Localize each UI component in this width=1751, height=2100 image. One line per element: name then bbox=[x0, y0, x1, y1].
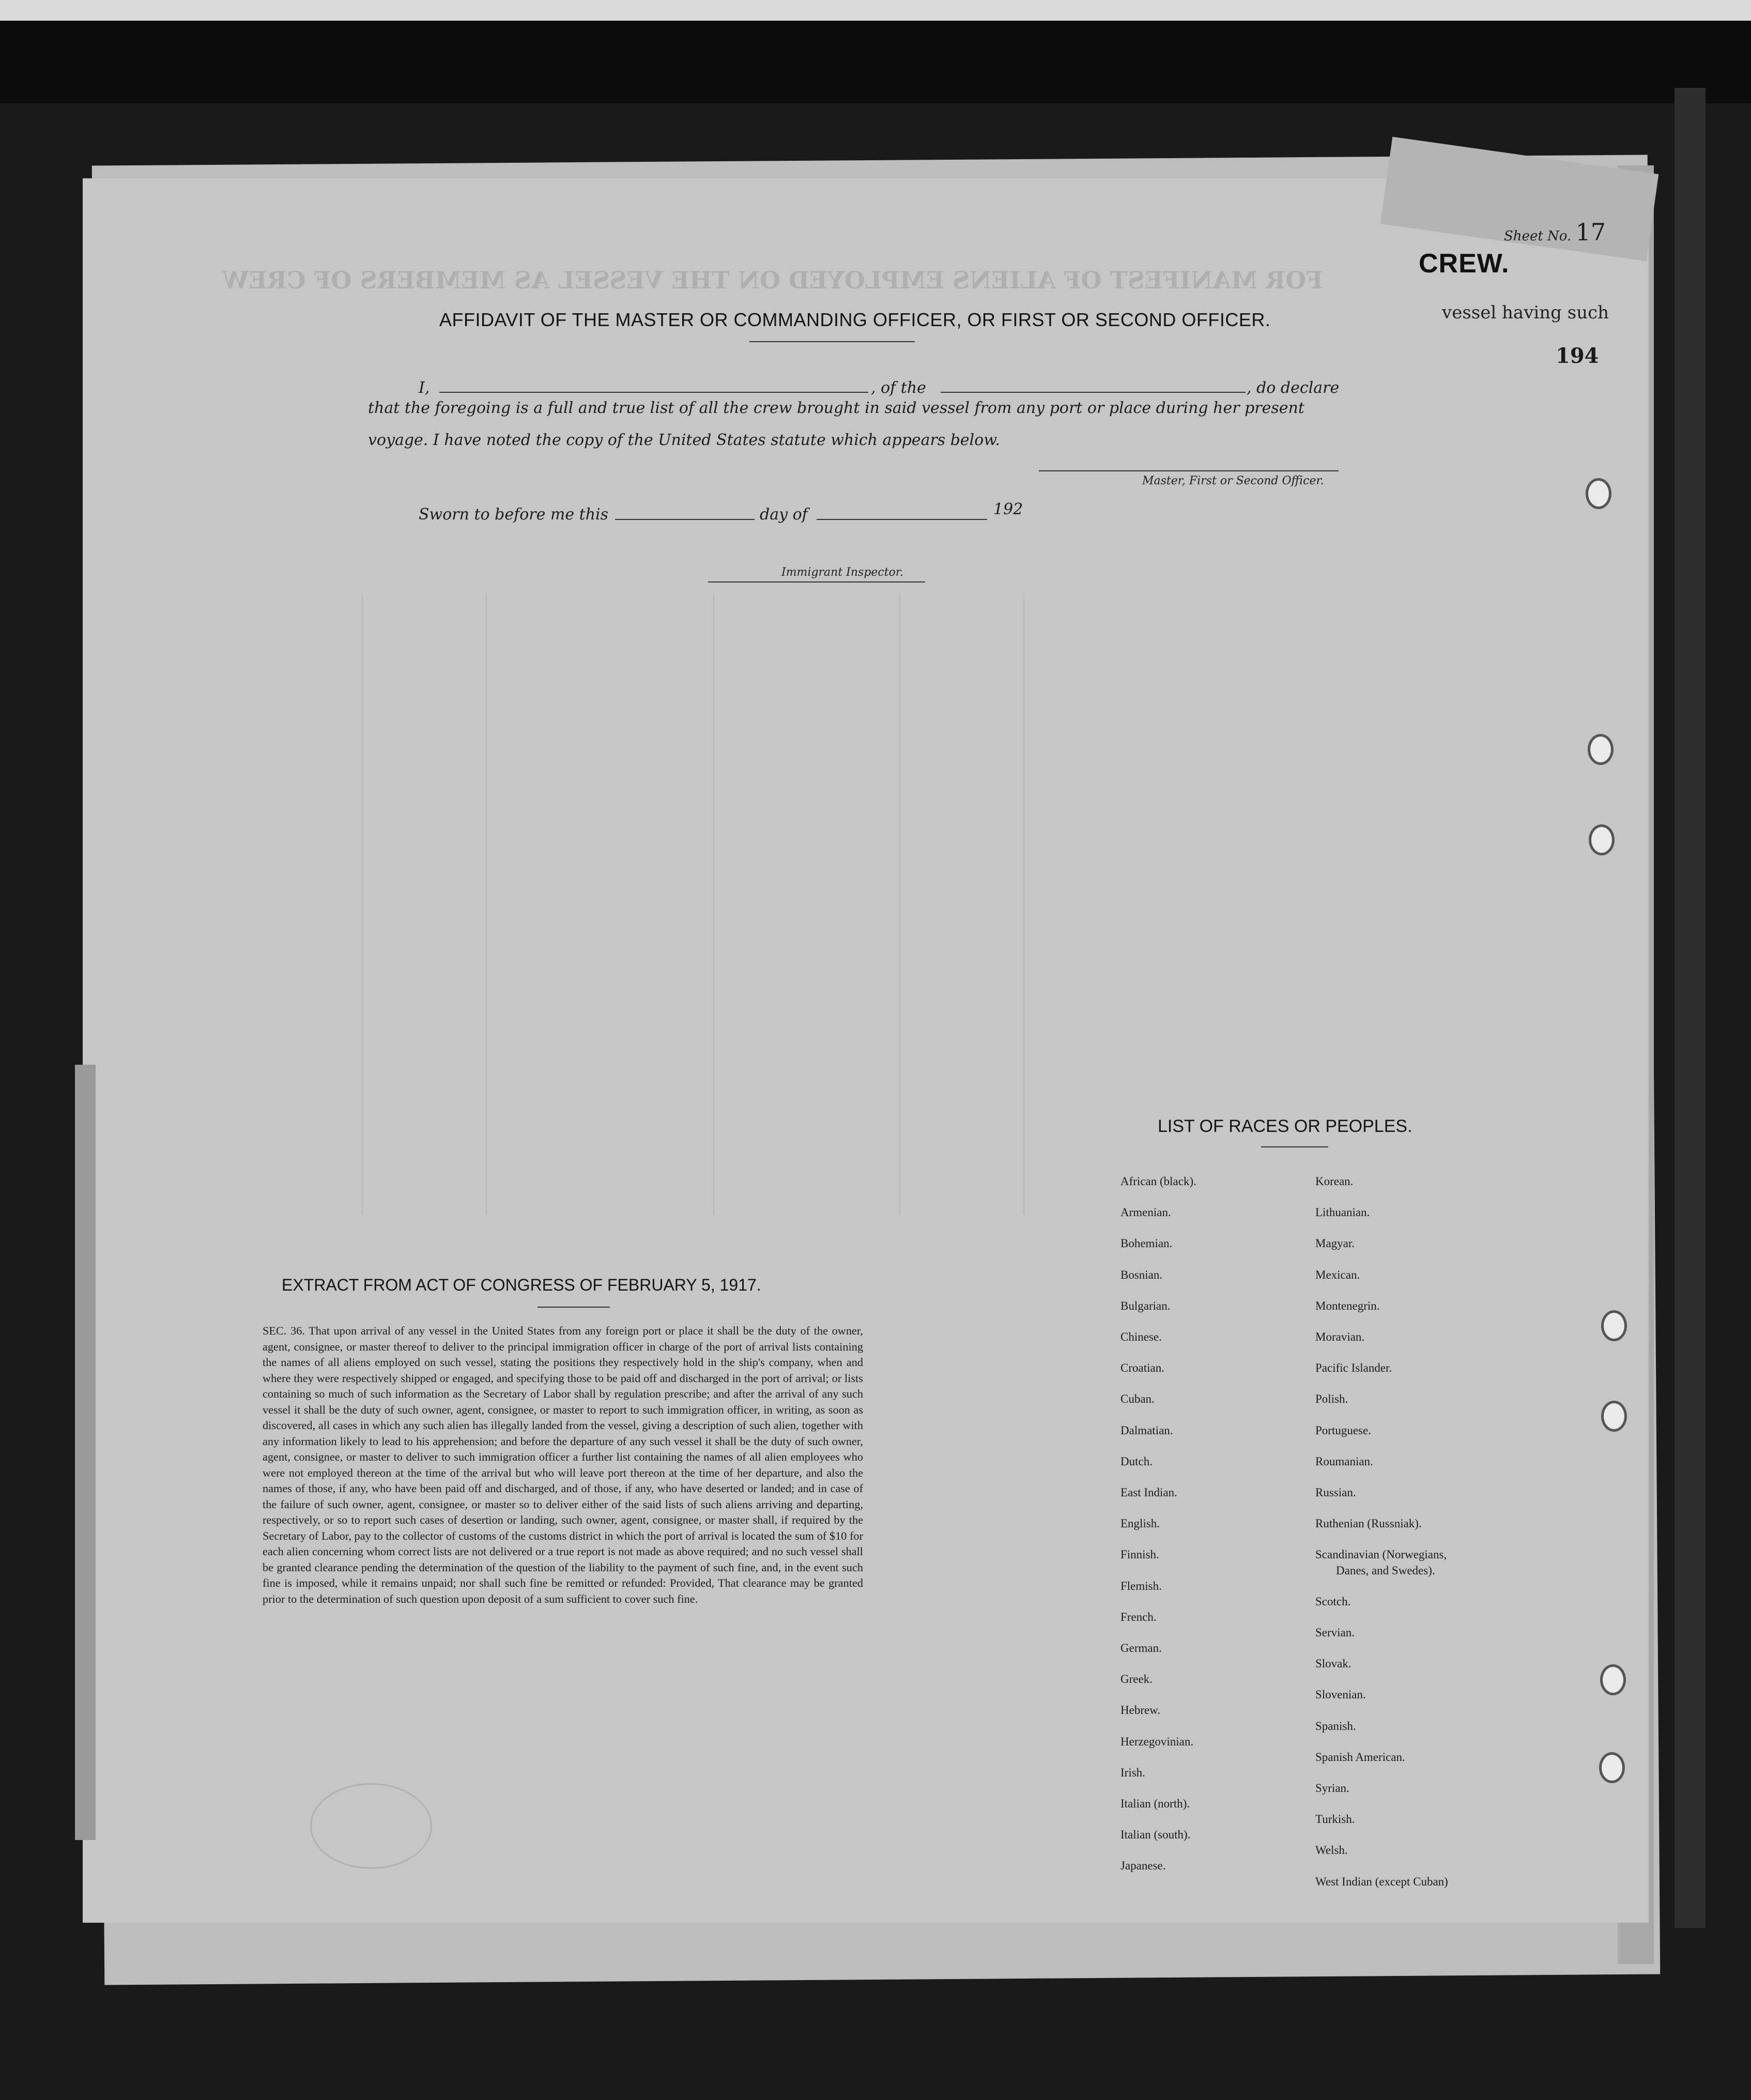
race-entry: West Indian (except Cuban) bbox=[1315, 1875, 1448, 1888]
extract-underline bbox=[537, 1307, 610, 1308]
master-signature-line bbox=[1039, 470, 1339, 471]
sworn-year: 192 bbox=[993, 500, 1023, 518]
race-entry: Servian. bbox=[1315, 1626, 1355, 1639]
race-entry: Hebrew. bbox=[1120, 1704, 1161, 1717]
punch-hole bbox=[1588, 734, 1614, 765]
race-entry: Italian (south). bbox=[1120, 1828, 1191, 1842]
punch-hole bbox=[1599, 1752, 1625, 1783]
race-entry: Chinese. bbox=[1120, 1330, 1162, 1343]
race-entry: German. bbox=[1120, 1642, 1162, 1654]
race-entry: Dalmatian. bbox=[1120, 1423, 1173, 1437]
race-entry: French. bbox=[1120, 1610, 1157, 1623]
punch-hole bbox=[1600, 1664, 1626, 1695]
race-entry: Bosnian. bbox=[1120, 1268, 1163, 1281]
page-number: 194 bbox=[1556, 344, 1599, 368]
race-entry: Danes, and Swedes). bbox=[1336, 1563, 1435, 1577]
race-entry: English. bbox=[1120, 1517, 1160, 1530]
race-entry: Portuguese. bbox=[1315, 1423, 1371, 1437]
inspector-label: Immigrant Inspector. bbox=[781, 566, 903, 579]
race-entry: Irish. bbox=[1120, 1766, 1145, 1779]
race-entry: East Indian. bbox=[1120, 1486, 1177, 1499]
race-entry: Magyar. bbox=[1315, 1237, 1355, 1250]
race-entry: Bohemian. bbox=[1120, 1237, 1173, 1250]
affidavit-line-3: voyage. I have noted the copy of the United States statute which appears below. bbox=[368, 431, 1000, 449]
race-entry: Pacific Islander. bbox=[1315, 1361, 1392, 1375]
vessel-text-fragment: vessel having such bbox=[1442, 302, 1609, 323]
ghost-column-rule bbox=[1023, 594, 1024, 1215]
sheet-number-value: 17 bbox=[1575, 218, 1606, 246]
race-entry: Croatian. bbox=[1120, 1361, 1164, 1375]
race-entry: Scotch. bbox=[1315, 1595, 1351, 1608]
race-entry: Spanish American. bbox=[1315, 1750, 1405, 1764]
race-entry: Herzegovinian. bbox=[1120, 1735, 1194, 1748]
binder-edge bbox=[1675, 88, 1706, 1928]
race-entry: Dutch. bbox=[1120, 1454, 1153, 1468]
extract-title: EXTRACT FROM ACT OF CONGRESS OF FEBRUARY 5, 1917. bbox=[282, 1276, 761, 1294]
ghost-column-rule bbox=[713, 594, 714, 1215]
race-entry: Greek. bbox=[1120, 1673, 1153, 1686]
race-entry: Japanese. bbox=[1120, 1859, 1166, 1873]
race-entry: Ruthenian (Russniak). bbox=[1315, 1517, 1422, 1530]
race-entry: Flemish. bbox=[1120, 1579, 1162, 1592]
bleed-through-text: FOR MANIFEST OF ALIENS EMPLOYED ON THE VESSEL AS MEMBERS OF CREW bbox=[222, 266, 1323, 294]
race-entry: African (black). bbox=[1120, 1175, 1196, 1188]
extract-body: SEC. 36. That upon arrival of any vessel in the United States from any foreign port or place it shall be the duty of the owner, agent, consignee, or master thereof to deliver to the principal immigration officer in charge of the port of arrival lists containing the names of all aliens employed on such vessel, stating the positions they respectively hold in the ship's company, when and where they were respectively shipped or engaged, and specifying those to be paid off and discharged in the port of arrival; or lists containing so much of such information as the Secretary of Labor shall by regulation prescribe; and after the arrival of any such vessel it shall be the duty of such owner, agent, consignee, or master to report to such immigration officer, in writing, as soon as discovered, all cases in which any such alien has illegally landed from the vessel, giving a description of such alien, together with any information likely to lead to his apprehension; and before the departure of any such vessel it shall be the duty of such owner, agent, consignee, or master to deliver to such immigration officer a further list containing the names of all alien employees who were not employed thereon at the time of the arrival but who will leave port thereon at the time of her departure, and also the names of those, if any, who have been paid off and discharged, and of those, if any, who have deserted or landed; and in case of the failure of such owner, agent, consignee, or master so to deliver either of the said lists of such aliens arriving and departing, respectively, or so to report such cases of desertion or landing, such owner, agent, consignee, or master shall, if required by the Secretary of Labor, pay to the collector of customs of the customs district in which the port of arrival is located the sum of $10 for each alien concerning whom correct lists are not delivered or a true report is not made as above required; and no such vessel shall be granted clearance pending the determination of the question of the liability to the payment of such fine, and, in the event such fine is imposed, while it remains unpaid; nor shall such fine be remitted or refunded: Provided, That clearance may be granted prior to the determination of such question upon deposit of a sum sufficient to cover such fine. bbox=[263, 1324, 863, 1605]
race-entry: Slovak. bbox=[1315, 1657, 1351, 1670]
race-entry: Roumanian. bbox=[1315, 1454, 1373, 1468]
inspector-signature-line bbox=[708, 581, 925, 583]
races-title: LIST OF RACES OR PEOPLES. bbox=[1158, 1116, 1412, 1136]
race-entry: Slovenian. bbox=[1315, 1688, 1366, 1702]
race-entry: Finnish. bbox=[1120, 1548, 1159, 1561]
punch-hole bbox=[1601, 1310, 1627, 1341]
affidavit-title: AFFIDAVIT OF THE MASTER OR COMMANDING OFFICER, OR FIRST OR SECOND OFFICER. bbox=[439, 309, 1271, 330]
race-entry: Moravian. bbox=[1315, 1330, 1365, 1343]
race-entry: Scandinavian (Norwegians, bbox=[1315, 1548, 1447, 1561]
ghost-column-rule bbox=[362, 594, 363, 1215]
race-entry: Spanish. bbox=[1315, 1719, 1356, 1733]
master-label: Master, First or Second Officer. bbox=[1142, 474, 1324, 487]
scanner-background bbox=[0, 21, 1751, 103]
sworn-prefix: Sworn to before me this bbox=[419, 505, 609, 524]
race-entry: Russian. bbox=[1315, 1486, 1356, 1499]
punch-hole bbox=[1586, 478, 1611, 509]
affidavit-line-2: that the foregoing is a full and true list of all the crew brought in said vessel from any port or place during her present bbox=[368, 399, 1304, 417]
ghost-column-rule bbox=[486, 594, 487, 1215]
sheet-number-label: Sheet No. bbox=[1504, 228, 1572, 244]
race-entry: Polish. bbox=[1315, 1392, 1348, 1406]
scanner-top-band bbox=[0, 0, 1751, 21]
month-blank bbox=[817, 519, 987, 520]
race-entry: Lithuanian. bbox=[1315, 1206, 1370, 1219]
punch-hole bbox=[1601, 1401, 1627, 1432]
title-underline bbox=[749, 341, 915, 342]
affidavit-do-declare: , do declare bbox=[1247, 379, 1340, 397]
race-entry: Syrian. bbox=[1315, 1782, 1349, 1795]
name-blank bbox=[439, 392, 868, 393]
races-underline bbox=[1261, 1146, 1328, 1147]
race-entry: Montenegrin. bbox=[1315, 1299, 1380, 1312]
vessel-blank bbox=[941, 392, 1246, 393]
sworn-day-of: day of bbox=[760, 505, 808, 524]
page-left-strip bbox=[75, 1065, 96, 1840]
sheet-number bbox=[1504, 218, 1606, 246]
race-entry: Armenian. bbox=[1120, 1206, 1171, 1219]
race-entry: Cuban. bbox=[1120, 1392, 1155, 1406]
race-entry: Korean. bbox=[1315, 1175, 1354, 1188]
day-blank bbox=[615, 519, 755, 520]
punch-hole bbox=[1589, 824, 1615, 855]
faded-stamp bbox=[310, 1783, 432, 1869]
race-entry: Italian (north). bbox=[1120, 1797, 1190, 1810]
race-entry: Welsh. bbox=[1315, 1844, 1348, 1857]
race-entry: Turkish. bbox=[1315, 1813, 1355, 1826]
race-entry: Bulgarian. bbox=[1120, 1299, 1171, 1312]
affidavit-of-the: , of the bbox=[871, 379, 926, 397]
ghost-column-rule bbox=[899, 594, 900, 1215]
title-fragment: CREW. bbox=[1419, 249, 1510, 279]
affidavit-i: I, bbox=[419, 379, 430, 397]
race-entry: Mexican. bbox=[1315, 1268, 1360, 1281]
